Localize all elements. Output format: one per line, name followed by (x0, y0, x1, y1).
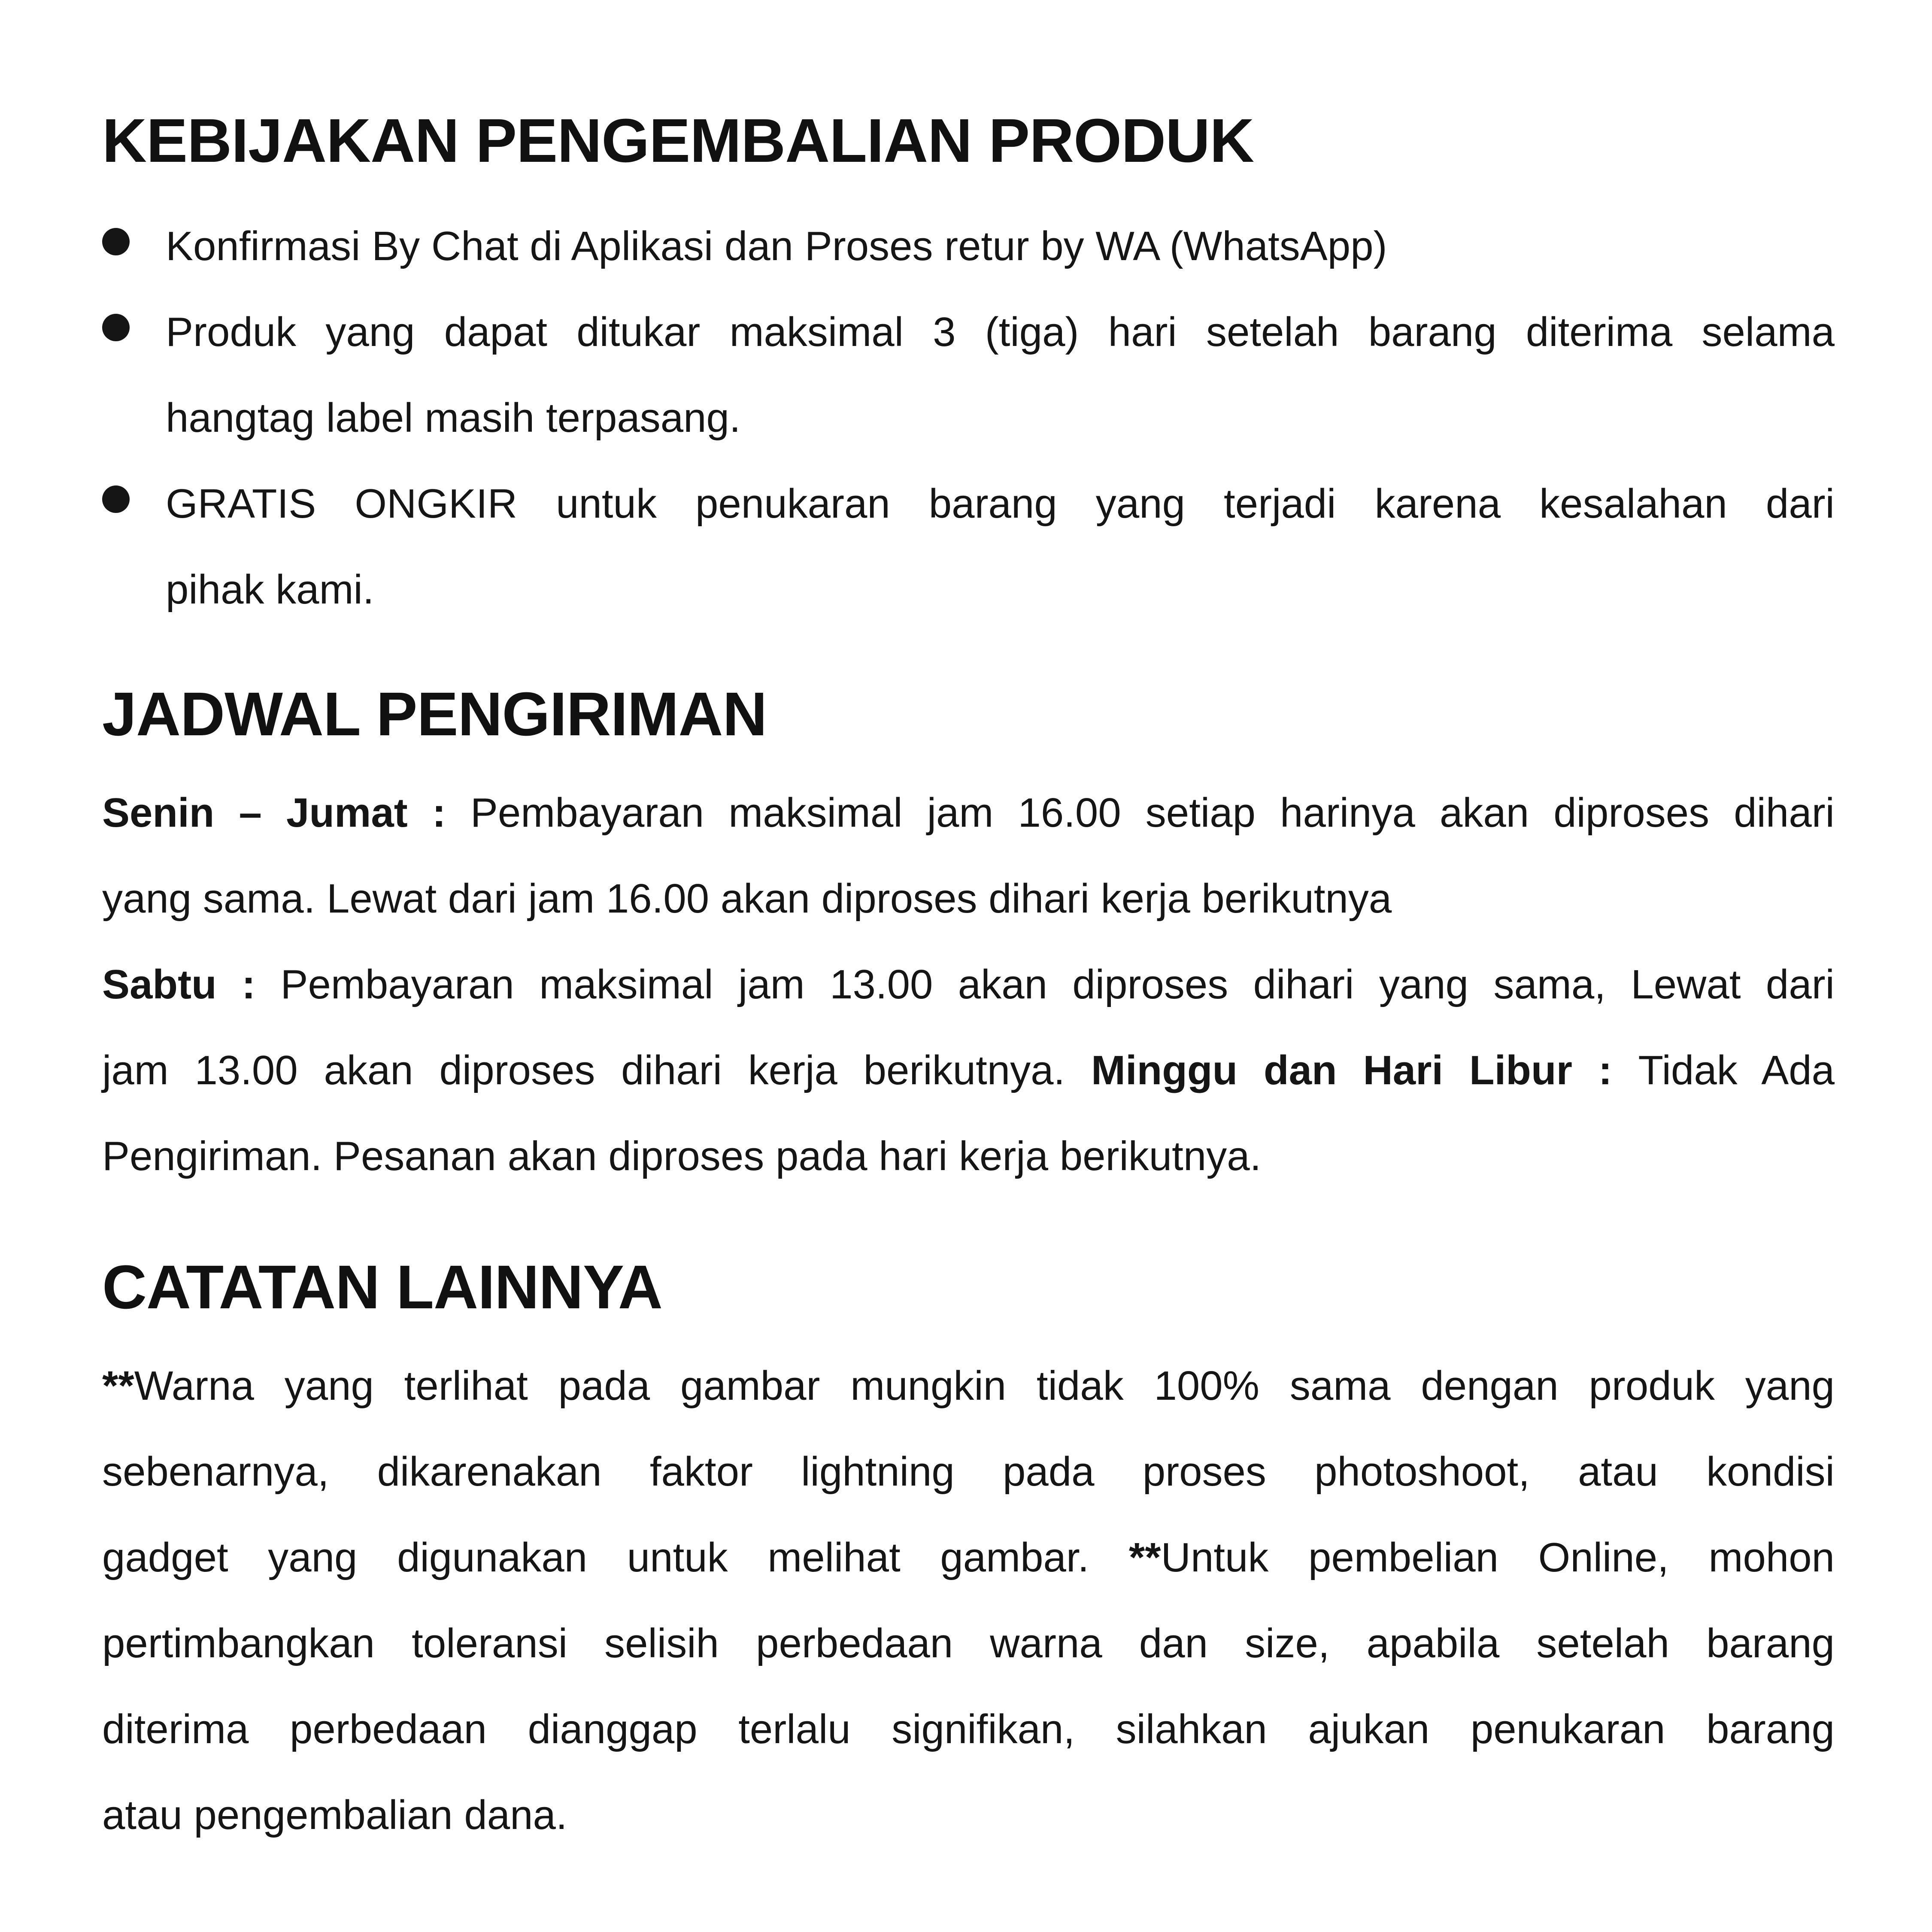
other-notes-heading: CATATAN LAINNYA (102, 1253, 662, 1322)
text-line (102, 942, 1835, 1028)
bold-text-segment: Minggu dan Hari Libur : (1091, 1047, 1638, 1093)
list-item (102, 461, 1835, 633)
bullet-icon (102, 314, 130, 341)
text-line (102, 1113, 1835, 1199)
text-line (102, 1686, 1835, 1772)
bold-text-segment: ** (102, 1363, 134, 1409)
bold-text-segment: ** (1128, 1535, 1161, 1580)
text-line (102, 770, 1835, 856)
text-line (102, 1772, 1835, 1858)
text-segment: Warna yang terlihat pada gambar mungkin tidak 100% sama dengan produk yang (134, 1363, 1835, 1409)
text-segment: pertimbangkan toleransi selisih perbedaan warna dan size, apabila setelah barang (102, 1620, 1835, 1666)
list-item (102, 289, 1835, 461)
shipping-schedule-heading: JADWAL PENGIRIMAN (102, 679, 767, 749)
bullet-text (166, 461, 1835, 633)
text-line (102, 1343, 1835, 1429)
text-segment: atau pengembalian dana. (102, 1792, 567, 1838)
other-notes-section (102, 1244, 1835, 1858)
text-line (166, 547, 1835, 633)
bold-text-segment: Sabtu : (102, 961, 281, 1007)
text-segment: sebenarnya, dikarenakan faktor lightning pada proses photoshoot, atau kondisi (102, 1449, 1835, 1495)
text-segment: jam 13.00 akan diproses dihari kerja berikutnya. (102, 1047, 1091, 1093)
text-segment: Pembayaran maksimal jam 13.00 akan diproses dihari yang sama, Lewat dari (280, 961, 1835, 1007)
text-segment: Produk yang dapat ditukar maksimal 3 (tiga) hari setelah barang diterima selama (166, 309, 1835, 355)
bold-text-segment: Senin – Jumat : (102, 790, 470, 836)
text-line (102, 856, 1835, 942)
text-line (102, 1028, 1835, 1113)
text-line (166, 203, 1835, 289)
text-segment: gadget yang digunakan untuk melihat gambar. (102, 1535, 1129, 1580)
text-line (166, 289, 1835, 375)
text-segment: diterima perbedaan dianggap terlalu signifikan, silahkan ajukan penukaran barang (102, 1706, 1835, 1752)
text-line (166, 375, 1835, 461)
text-line (102, 1601, 1835, 1686)
other-notes-paragraph (102, 1343, 1835, 1858)
text-line (166, 461, 1835, 547)
bullet-icon (102, 228, 130, 255)
text-segment: hangtag label masih terpasang. (166, 395, 741, 441)
shipping-schedule-paragraph (102, 770, 1835, 1199)
return-policy-list (102, 203, 1835, 633)
text-segment: Pengiriman. Pesanan akan diproses pada hari kerja berikutnya. (102, 1133, 1262, 1179)
return-policy-section (102, 98, 1835, 633)
text-line (102, 1515, 1835, 1601)
text-segment: Tidak Ada (1638, 1047, 1835, 1093)
text-line (102, 1429, 1835, 1515)
bullet-icon (102, 485, 130, 513)
text-segment: GRATIS ONGKIR untuk penukaran barang yang terjadi karena kesalahan dari (166, 481, 1835, 527)
list-item (102, 203, 1835, 289)
text-segment: pihak kami. (166, 567, 374, 613)
bullet-text (166, 203, 1835, 289)
text-segment: Untuk pembelian Online, mohon (1161, 1535, 1835, 1580)
text-segment: Pembayaran maksimal jam 16.00 setiap harinya akan diproses dihari (470, 790, 1835, 836)
text-segment: Konfirmasi By Chat di Aplikasi dan Proses retur by WA (WhatsApp) (166, 223, 1387, 269)
shipping-schedule-section (102, 671, 1835, 1199)
return-policy-heading: KEBIJAKAN PENGEMBALIAN PRODUK (102, 106, 1254, 175)
bullet-text (166, 289, 1835, 461)
text-segment: yang sama. Lewat dari jam 16.00 akan diproses dihari kerja berikutnya (102, 876, 1392, 922)
